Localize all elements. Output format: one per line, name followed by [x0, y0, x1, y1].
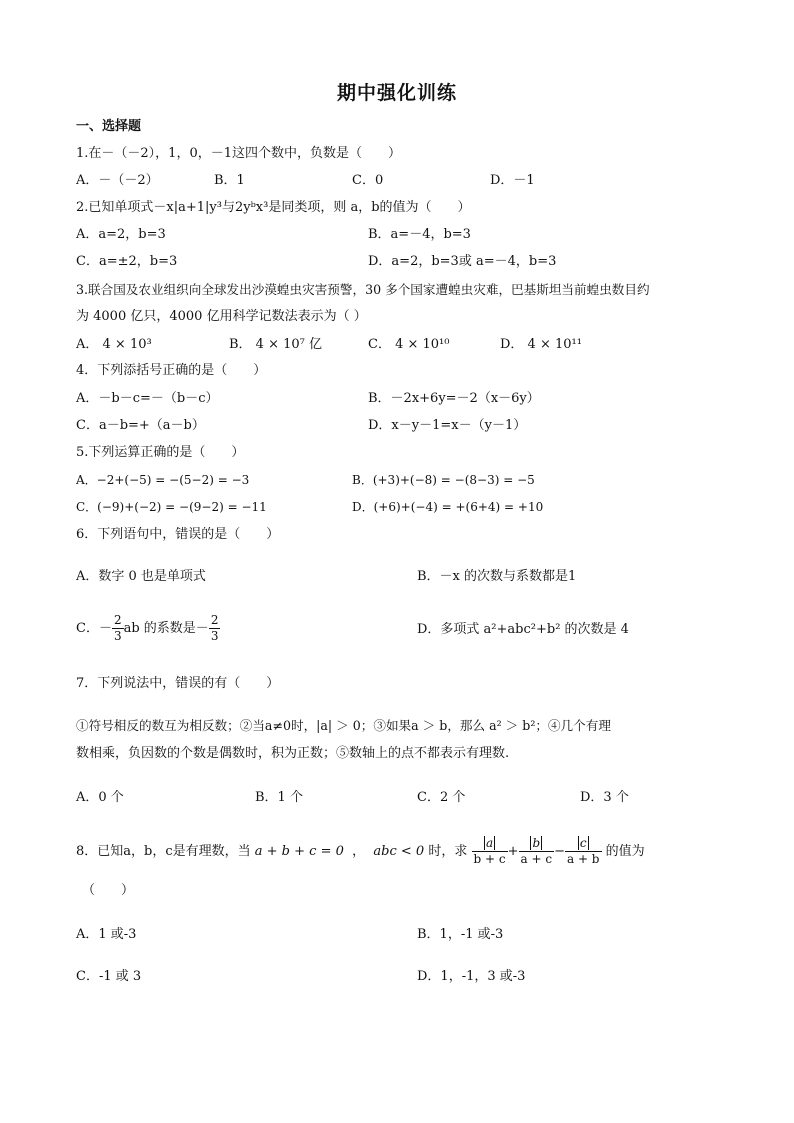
question-7-body-line1: ①符号相反的数互为相反数；②当a≠0时，|a| ＞ 0；③如果a ＞ b，那么 a² ＞ b²；④几个有理	[76, 718, 611, 733]
question-8-stem: 8．已知a，b，c是有理数，当 a + b + c = 0 ， abc < 0 时，求 $\frac{a}{b + c}$ + $\frac{b}{a + c}$ − $\frac{c}{a + b}$ 的值为	[76, 836, 645, 866]
abs-a: a	[485, 836, 494, 850]
question-3-option-a: A． 4 × 10³	[76, 337, 152, 352]
abs-c: c	[579, 836, 587, 850]
question-7-stem: 7．下列说法中，错误的有（ ）	[76, 676, 280, 691]
question-5-stem: 5.下列运算正确的是（ ）	[76, 445, 245, 460]
question-8-condition-product: abc < 0	[373, 844, 425, 859]
question-8-suffix: 的值为	[605, 844, 645, 859]
question-6-option-c	[76, 612, 220, 646]
question-5-option-d: D．(+6)+(−4) = +(6+4) = +10	[352, 500, 544, 514]
question-6-stem: 6．下列语句中，错误的是（ ）	[76, 527, 280, 542]
question-3-option-b: B． 4 × 10⁷ 亿	[229, 337, 322, 352]
fraction-denominator: 3	[113, 629, 122, 643]
question-7-body-line2: 数相乘，负因数的个数是偶数时，积为正数；⑤数轴上的点不都表示有理数.	[76, 746, 510, 761]
question-7-option-d: D．3 个	[580, 790, 629, 805]
question-8-prefix: 8．已知a，b，c是有理数，当	[76, 844, 251, 859]
question-8-middle: 时，求	[428, 844, 468, 859]
question-6-option-c-prefix: C．－	[76, 621, 112, 636]
question-6-option-a: A．数字 0 也是单项式	[76, 569, 206, 584]
question-1-option-d: D．－1	[490, 173, 535, 188]
question-4-option-c: C．a－b=+（a－b）	[76, 418, 205, 433]
fraction-abs-a	[472, 836, 508, 867]
fraction-denominator: 3	[210, 629, 219, 643]
page-title: 期中强化训练	[336, 82, 457, 104]
question-5-option-a: A．−2+(−5) = −(5−2) = −3	[76, 473, 250, 487]
question-3-stem-line2: 为 4000 亿只，4000 亿用科学记数法表示为（ ）	[76, 309, 367, 324]
question-2-option-c: C．a=±2，b=3	[76, 254, 178, 269]
question-8-option-a: A．1 或-3	[76, 927, 137, 942]
fraction-denominator: a + b	[566, 852, 600, 866]
question-4-option-a: A．－b－c=－（b－c）	[76, 391, 219, 406]
question-2-option-b: B．a=－4，b=3	[368, 227, 471, 242]
fraction-numerator: 2	[113, 613, 122, 627]
fraction-two-thirds	[112, 613, 124, 644]
question-5-option-b: B．(+3)+(−8) = −(8−3) = −5	[352, 473, 535, 487]
question-3-stem-line1: 3.联合国及农业组织向全球发出沙漠蝗虫灾害预警，30 多个国家遭蝗虫灾难，巴基斯坦当前蝗虫数目约	[76, 282, 650, 297]
question-5-option-c: C．(−9)+(−2) = −(9−2) = −11	[76, 500, 267, 514]
fraction-abs-c	[565, 836, 602, 867]
question-6-option-b: B．－x 的次数与系数都是1	[417, 569, 577, 584]
question-1-stem: 1.在－（－2），1，0，－1这四个数中，负数是（ ）	[76, 146, 401, 161]
question-2-stem: 2.已知单项式－x|a+1|y³与2yᵇx³是同类项，则 a，b的值为（ ）	[76, 200, 471, 215]
question-4-stem: 4．下列添括号正确的是（ ）	[76, 363, 267, 378]
question-8-option-c: C．-1 或 3	[76, 969, 142, 984]
question-8-option-b: B．1，-1 或-3	[417, 927, 504, 942]
question-6-option-d: D．多项式 a²+abc²+b² 的次数是 4	[417, 622, 629, 637]
question-8-option-d: D．1，-1，3 或-3	[417, 969, 526, 984]
question-3-option-c: C． 4 × 10¹⁰	[368, 337, 450, 352]
fraction-numerator: 2	[210, 613, 219, 627]
question-3-option-d: D． 4 × 10¹¹	[500, 337, 582, 352]
question-8-condition-sum: a + b + c = 0	[254, 844, 344, 859]
question-1-option-b: B．1	[214, 173, 245, 188]
fraction-abs-b	[519, 836, 555, 867]
fraction-denominator: a + c	[520, 852, 553, 866]
fraction-denominator: b + c	[473, 852, 506, 866]
question-4-option-d: D．x－y－1=x－（y－1）	[368, 418, 527, 433]
question-8-answer-parens: （ ）	[82, 883, 135, 898]
question-2-option-a: A．a=2，b=3	[76, 227, 166, 242]
question-7-option-b: B．1 个	[255, 790, 303, 805]
abs-b: b	[532, 836, 541, 850]
question-4-option-b: B．－2x+6y=－2（x－6y）	[368, 391, 540, 406]
section-heading: 一、选择题	[76, 119, 142, 134]
question-1-option-c: C．0	[352, 173, 384, 188]
question-7-option-c: C．2 个	[417, 790, 466, 805]
question-1-option-a: A．－（－2）	[76, 173, 159, 188]
question-7-option-a: A．0 个	[76, 790, 124, 805]
fraction-two-thirds	[209, 613, 221, 644]
question-2-option-d: D．a=2，b=3或 a=－4，b=3	[368, 254, 557, 269]
question-6-option-c-middle: ab 的系数是－	[123, 621, 209, 636]
